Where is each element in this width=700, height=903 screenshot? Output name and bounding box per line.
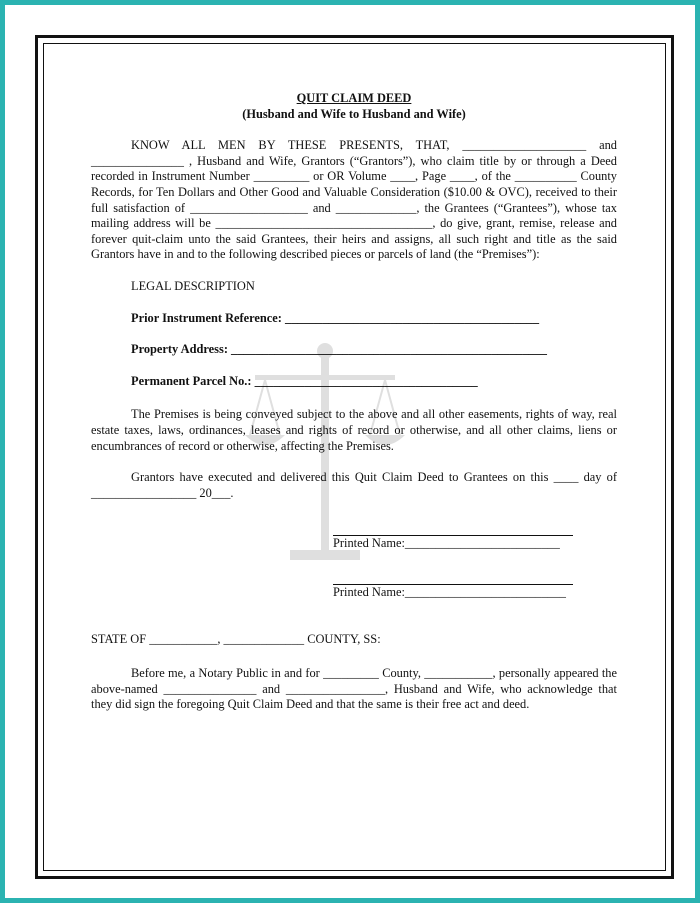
execution-paragraph: Grantors have executed and delivered this Quit Claim Deed to Grantees on this ____ day of _________________ 20___.: [91, 470, 617, 500]
signature-line-1: [333, 521, 573, 536]
property-address-field: Property Address: ___________________________________________________: [131, 342, 547, 357]
document-body: [91, 91, 617, 713]
know-all-men-paragraph: KNOW ALL MEN BY THESE PRESENTS, THAT, ____________________ and _______________ , Husband and Wife, Grantors (“Grantors”), who claim title by or through a Deed recorded in Instrument Number _________ or OR Volume ____, Page ____, of the __________ County Records, for Ten Dollars and Other Good and Valuable Consideration ($10.00 & OVC), received to their full satisfaction of ___________________ and _____________, the Grantees (“Grantees”), whose tax mailing address will be ___________________________________, do give, grant, remise, release and forever quit-claim unto the said Grantees, their heirs and assigns, all such right and title as the said Grantors have in and to the following described pieces or parcels of land (the “Premises”):: [91, 138, 617, 262]
printed-name-2: Printed Name:__________________________: [333, 584, 566, 599]
signature-block-1: [333, 521, 617, 552]
legal-description-heading: LEGAL DESCRIPTION: [131, 278, 255, 293]
state-county-line: STATE OF ___________, _____________ COUNTY, SS:: [91, 632, 381, 647]
document-page: [5, 5, 695, 898]
prior-instrument-field: Prior Instrument Reference: _________________________________________: [131, 310, 540, 325]
signature-block-2: [333, 570, 617, 601]
parcel-number-field: Permanent Parcel No.: ____________________________________: [131, 373, 478, 388]
premises-paragraph: The Premises is being conveyed subject to the above and all other easements, rights of way, real estate taxes, laws, ordinances, leases and rights of record or otherwise, and all other claims, liens or encumbrances of record or otherwise, affecting the Premises.: [91, 407, 617, 453]
document-title: QUIT CLAIM DEED: [296, 91, 412, 105]
printed-name-1: Printed Name:_________________________: [333, 536, 560, 551]
notary-paragraph: Before me, a Notary Public in and for _________ County, ___________, personally appeared the above-named _______________ and ________________, Husband and Wife, who acknowledge that they did sign the foregoing Quit Claim Deed and that the same is their free act and deed.: [91, 666, 617, 712]
signature-line-2: [333, 570, 573, 585]
document-subtitle: (Husband and Wife to Husband and Wife): [242, 106, 466, 121]
